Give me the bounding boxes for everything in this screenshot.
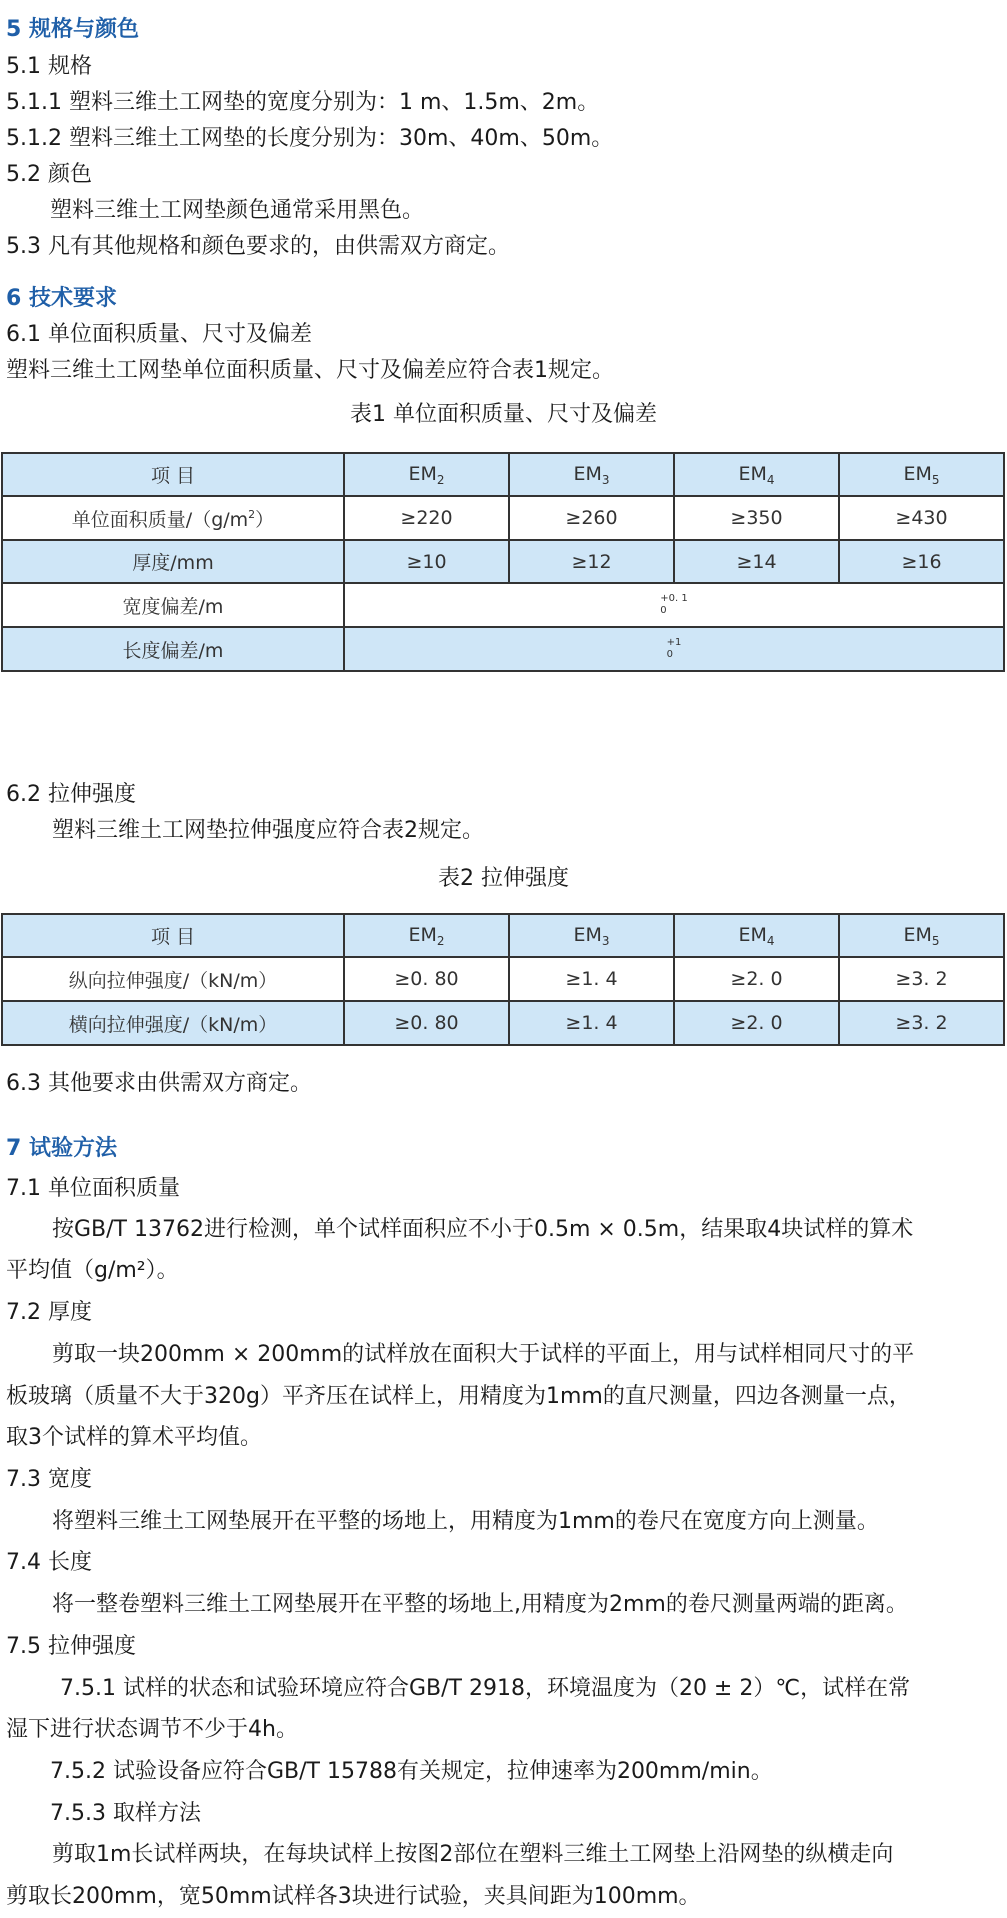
clause-6-2: 6.2 拉伸强度 bbox=[6, 782, 136, 807]
table-row bbox=[2, 627, 1004, 671]
table-cell: ≥0. 80 bbox=[344, 1001, 509, 1045]
clause-7-3-text: 将塑料三维土工网垫展开在平整的场地上，用精度为1mm的卷尺在宽度方向上测量。 bbox=[52, 1509, 879, 1534]
table-cell: ≥14 bbox=[674, 540, 839, 583]
table-cell-tolerance: +0. 1 0 bbox=[344, 583, 1004, 627]
clause-6-1-text: 塑料三维土工网垫单位面积质量、尺寸及偏差应符合表1规定。 bbox=[6, 358, 614, 383]
table-1-caption: 表1 单位面积质量、尺寸及偏差 bbox=[350, 402, 657, 427]
clause-7-5: 7.5 拉伸强度 bbox=[6, 1634, 136, 1659]
table-row bbox=[2, 453, 1004, 496]
clause-7-4: 7.4 长度 bbox=[6, 1550, 92, 1575]
table-header-cell: 项 目 bbox=[2, 453, 344, 496]
table-2 bbox=[1, 913, 1005, 1046]
table-row bbox=[2, 540, 1004, 583]
table-cell: ≥350 bbox=[674, 496, 839, 540]
table-cell-label: 单位面积质量$/(g/m^2)$ bbox=[2, 496, 344, 540]
table-cell: ≥0. 80 bbox=[344, 957, 509, 1001]
table-cell-label: 厚度/mm bbox=[2, 540, 344, 583]
table-cell-label: 横向拉伸强度/（kN/m） bbox=[2, 1001, 344, 1045]
section-7-heading: 7 试验方法 bbox=[6, 1136, 117, 1161]
clause-7-5-1: 7.5.1 试样的状态和试验环境应符合GB/T 2918，环境温度为（20 ± 2）℃，试样在常 bbox=[60, 1676, 911, 1701]
table-cell: ≥260 bbox=[509, 496, 674, 540]
clause-7-5-3-text-cont: 剪取长200mm，宽50mm试样各3块进行试验，夹具间距为100mm。 bbox=[6, 1884, 701, 1909]
table-cell: ≥430 bbox=[839, 496, 1004, 540]
table-cell: ≥1. 4 bbox=[509, 957, 674, 1001]
clause-7-2-text-cont: 板玻璃（质量不大于320g）平齐压在试样上，用精度为1mm的直尺测量，四边各测量一点， bbox=[6, 1384, 911, 1409]
clause-7-1: 7.1 单位面积质量 bbox=[6, 1176, 180, 1201]
table-row bbox=[2, 496, 1004, 540]
table-cell-tolerance: +1 0 bbox=[344, 627, 1004, 671]
clause-7-4-text: 将一整卷塑料三维土工网垫展开在平整的场地上,用精度为2mm的卷尺测量两端的距离。 bbox=[52, 1592, 908, 1617]
clause-6-2-text: 塑料三维土工网垫拉伸强度应符合表2规定。 bbox=[52, 818, 484, 843]
section-6-heading: 6 技术要求 bbox=[6, 286, 117, 311]
table-row bbox=[2, 583, 1004, 627]
clause-5-3: 5.3 凡有其他规格和颜色要求的，由供需双方商定。 bbox=[6, 234, 510, 259]
clause-7-5-3: 7.5.3 取样方法 bbox=[50, 1801, 201, 1826]
table-2-caption: 表2 拉伸强度 bbox=[438, 866, 569, 891]
clause-7-1-text: 按GB/T 13762进行检测，单个试样面积应不小于0.5m × 0.5m，结果取4块试样的算术 bbox=[52, 1217, 914, 1242]
clause-5-2-text: 塑料三维土工网垫颜色通常采用黑色。 bbox=[50, 198, 425, 223]
section-5-heading: 5 规格与颜色 bbox=[6, 17, 139, 42]
table-row bbox=[2, 957, 1004, 1001]
table-row bbox=[2, 1001, 1004, 1045]
clause-5-1-2: 5.1.2 塑料三维土工网垫的长度分别为：30m、40m、50m。 bbox=[6, 126, 614, 151]
clause-7-2-text: 剪取一块200mm × 200mm的试样放在面积大于试样的平面上，用与试样相同尺寸的平 bbox=[52, 1342, 915, 1367]
table-cell-label: 纵向拉伸强度/（kN/m） bbox=[2, 957, 344, 1001]
clause-7-5-2: 7.5.2 试验设备应符合GB/T 15788有关规定，拉伸速率为200mm/min。 bbox=[50, 1759, 773, 1784]
clause-6-3: 6.3 其他要求由供需双方商定。 bbox=[6, 1071, 312, 1096]
clause-7-2: 7.2 厚度 bbox=[6, 1300, 92, 1325]
table-cell: ≥2. 0 bbox=[674, 1001, 839, 1045]
table-cell: ≥2. 0 bbox=[674, 957, 839, 1001]
table-cell-label: 长度偏差/m bbox=[2, 627, 344, 671]
table-cell: ≥1. 4 bbox=[509, 1001, 674, 1045]
table-cell: ≥220 bbox=[344, 496, 509, 540]
table-header-cell: 项 目 bbox=[2, 914, 344, 957]
table-header-cell: $EM_3$ bbox=[509, 453, 674, 496]
clause-6-1: 6.1 单位面积质量、尺寸及偏差 bbox=[6, 322, 312, 347]
clause-7-5-3-text: 剪取1m长试样两块，在每块试样上按图2部位在塑料三维土工网垫上沿网垫的纵横走向 bbox=[52, 1842, 894, 1867]
clause-7-1-text-cont: 平均值（g/m²）。 bbox=[6, 1258, 179, 1283]
table-header-cell: $EM_5$ bbox=[839, 914, 1004, 957]
table-header-cell: $EM_5$ bbox=[839, 453, 1004, 496]
clause-5-1-1: 5.1.1 塑料三维土工网垫的宽度分别为：1 m、1.5m、2m。 bbox=[6, 90, 600, 115]
clause-7-3: 7.3 宽度 bbox=[6, 1467, 92, 1492]
table-header-cell: $EM_4$ bbox=[674, 914, 839, 957]
clause-7-2-text-cont: 取3个试样的算术平均值。 bbox=[6, 1425, 262, 1450]
table-cell: ≥16 bbox=[839, 540, 1004, 583]
table-header-cell: $EM_2$ bbox=[344, 914, 509, 957]
table-cell-label: 宽度偏差/m bbox=[2, 583, 344, 627]
clause-7-5-1-cont: 湿下进行状态调节不少于4h。 bbox=[6, 1717, 298, 1742]
table-1 bbox=[1, 452, 1005, 672]
table-cell: ≥10 bbox=[344, 540, 509, 583]
table-cell: ≥12 bbox=[509, 540, 674, 583]
clause-5-2: 5.2 颜色 bbox=[6, 162, 92, 187]
table-header-cell: $EM_2$ bbox=[344, 453, 509, 496]
table-header-cell: $EM_3$ bbox=[509, 914, 674, 957]
table-cell: ≥3. 2 bbox=[839, 1001, 1004, 1045]
table-cell: ≥3. 2 bbox=[839, 957, 1004, 1001]
clause-5-1: 5.1 规格 bbox=[6, 54, 92, 79]
table-row bbox=[2, 914, 1004, 957]
table-header-cell: $EM_4$ bbox=[674, 453, 839, 496]
